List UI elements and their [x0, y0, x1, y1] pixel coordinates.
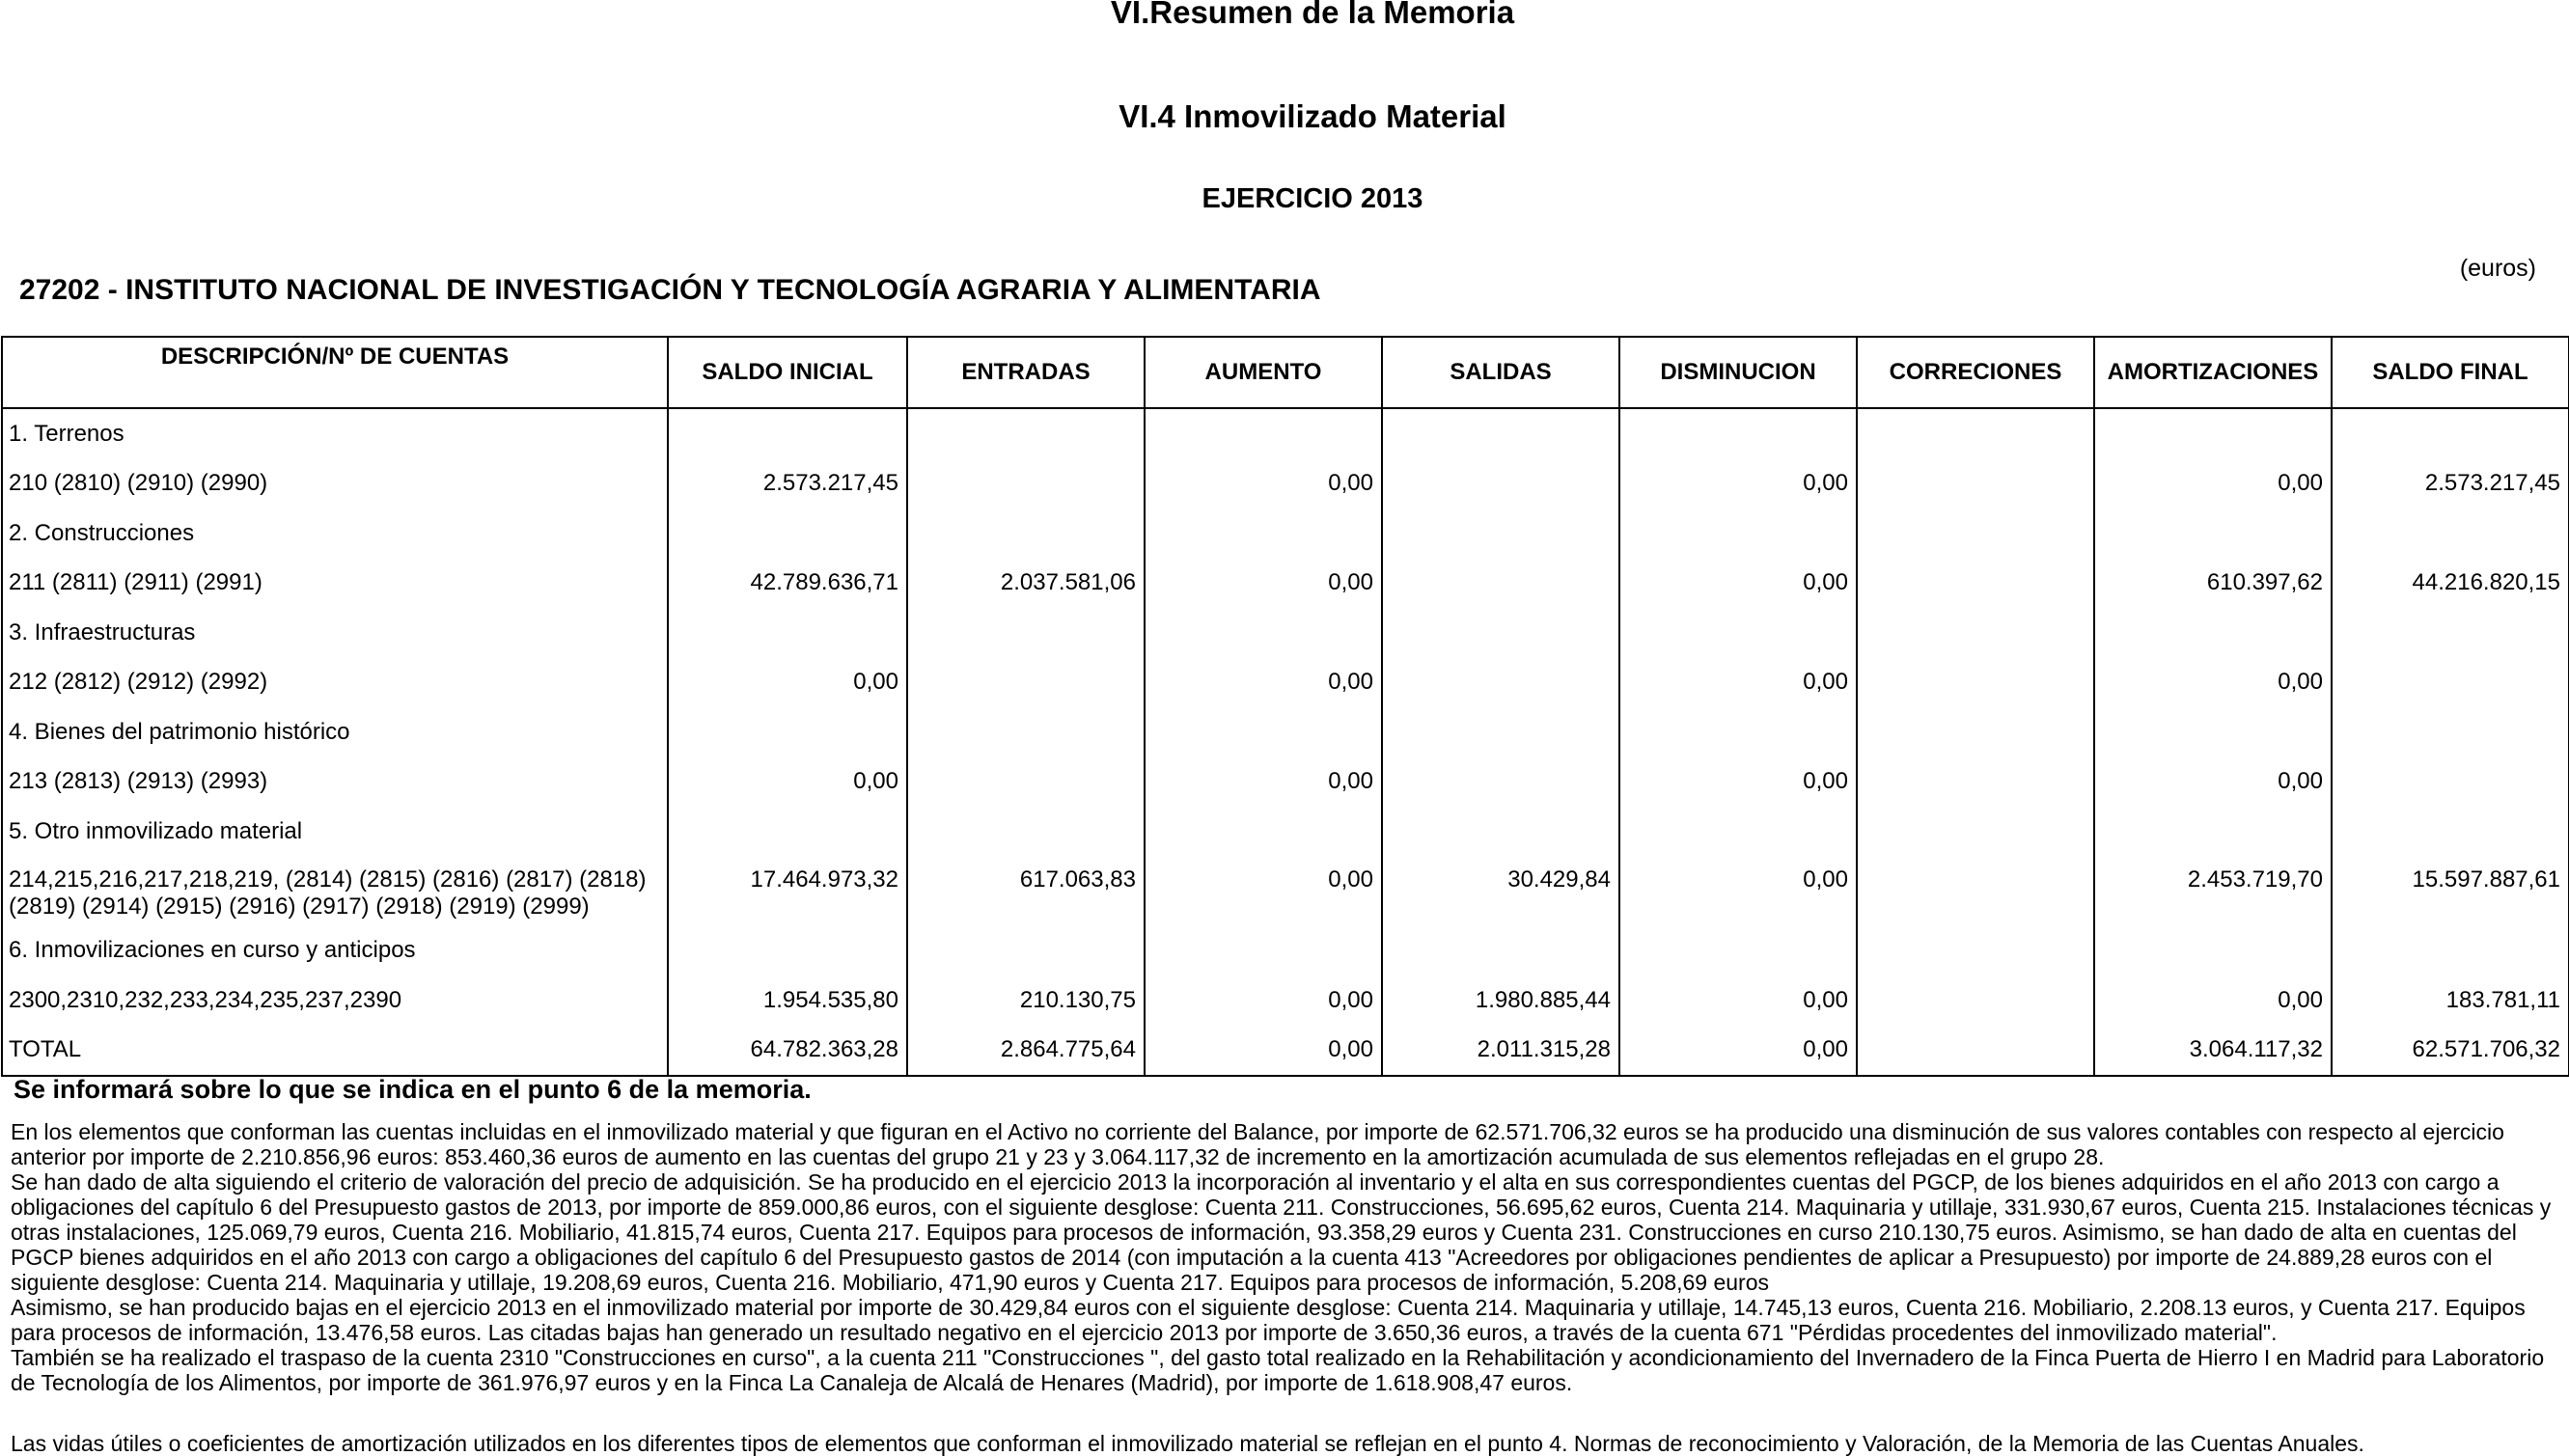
cell-value [1857, 807, 2094, 857]
cell-value [1857, 926, 2094, 976]
col-header-saldo-final: SALDO FINAL [2332, 337, 2569, 408]
cell-value: 210.130,75 [907, 975, 1145, 1026]
cell-value [1857, 757, 2094, 808]
cell-value: 2.011.315,28 [1382, 1026, 1619, 1077]
cell-value [668, 926, 907, 976]
cell-value: 3.064.117,32 [2094, 1026, 2332, 1077]
cell-value: 610.397,62 [2094, 559, 2332, 609]
cell-value [1382, 408, 1619, 459]
row-description: TOTAL [2, 1026, 668, 1077]
cell-value: 0,00 [2094, 757, 2332, 808]
cell-value [2332, 408, 2569, 459]
cell-value: 17.464.973,32 [668, 857, 907, 926]
entity-name: 27202 - INSTITUTO NACIONAL DE INVESTIGACIÓN Y TECNOLOGÍA AGRARIA Y ALIMENTARIA [19, 274, 1321, 306]
cell-value [668, 508, 907, 559]
note-paragraph: También se ha realizado el traspaso de la cuenta 2310 "Construcciones en curso", a la cuenta 211 "Construcciones ", del gasto total realizado en la Rehabilitación y acondicionamiento del Invernadero de la Finca Puerta de Hierro I en Madrid para Laboratorio de Tecnología de los Alimentos, por importe de 361.976,97 euros y en la Finca La Canaleja de Alcalá de Henares (Madrid), por importe de 1.618.908,47 euros. [11, 1345, 2545, 1395]
note-paragraph: Asimismo, se han producido bajas en el ejercicio 2013 en el inmovilizado material por importe de 30.429,84 euros con el siguiente desglose: Cuenta 214. Maquinaria y utillaje, 14.745,13 euros, Cuenta 216. Mobiliario, 2.208.13 euros, y Cuenta 217. Equipos para procesos de información, 13.476,58 euros. Las citadas bajas han generado un resultado negativo en el ejercicio 2013 por importe de 3.650,36 euros, a través de la cuenta 671 "Pérdidas procedentes del inmovilizado material". [11, 1295, 2526, 1345]
cell-value [2094, 508, 2332, 559]
row-description: 213 (2813) (2913) (2993) [2, 757, 668, 808]
row-description: 3. Infraestructuras [2, 608, 668, 658]
cell-value [1145, 926, 1382, 976]
col-header-disminucion: DISMINUCION [1619, 337, 1857, 408]
cell-value: 2.573.217,45 [2332, 459, 2569, 509]
section-title: VI.4 Inmovilizado Material [1119, 98, 1506, 134]
table-row [2, 559, 2569, 609]
row-description: 2300,2310,232,233,234,235,237,2390 [2, 975, 668, 1026]
cell-value [1382, 707, 1619, 757]
cell-value [2094, 608, 2332, 658]
col-header-salidas: SALIDAS [1382, 337, 1619, 408]
cell-value [668, 408, 907, 459]
table-header-row [2, 337, 2569, 408]
cell-value [1619, 508, 1857, 559]
cell-value: 0,00 [1145, 975, 1382, 1026]
cell-value: 0,00 [1619, 857, 1857, 926]
table-row [2, 807, 2569, 857]
note-paragraph: En los elementos que conforman las cuentas incluidas en el inmovilizado material y que figuran en el Activo no corriente del Balance, por importe de 62.571.706,32 euros se ha producido una disminución de sus valores contables con respecto al ejercicio anterior por importe de 2.210.856,96 euros: 853.460,36 euros de aumento en las cuentas del grupo 21 y 23 y 3.064.117,32 de incremento en la amortización acumulada de sus elementos reflejadas en el grupo 28. [11, 1119, 2504, 1169]
cell-value: 0,00 [1619, 1026, 1857, 1077]
cell-value [1857, 857, 2094, 926]
col-header-saldo-inicial: SALDO INICIAL [668, 337, 907, 408]
cell-value: 30.429,84 [1382, 857, 1619, 926]
cell-value: 42.789.636,71 [668, 559, 907, 609]
fixed-assets-table [1, 336, 2569, 1077]
table-row [2, 508, 2569, 559]
row-description: 5. Otro inmovilizado material [2, 807, 668, 857]
note-paragraph: Se han dado de alta siguiendo el criterio de valoración del precio de adquisición. Se ha producido en el ejercicio 2013 la incorporación al inventario y el alta en sus correspondientes cuentas del PGCP, de los bienes adquiridos en el año 2013 con cargo a obligaciones del capítulo 6 del Presupuesto gastos de 2013, por importe de 859.000,86 euros, con el siguiente desglose: Cuenta 211. Construcciones, 56.695,62 euros, Cuenta 214. Maquinaria y utillaje, 331.930,67 euros, Cuenta 215. Instalaciones técnicas y otras instalaciones, 125.069,79 euros, Cuenta 216. Mobiliario, 41.815,74 euros, Cuenta 217. Equipos para procesos de información, 93.358,29 euros y Cuenta 231. Construcciones en curso 210.130,75 euros. Asimismo, se han dado de alta en cuentas del PGCP bienes adquiridos en el año 2013 con cargo a obligaciones del capítulo 6 del Presupuesto gastos de 2014 (con imputación a la cuenta 413 "Acreedores por obligaciones pendientes de aplicar a Presupuesto) por importe de 24.889,28 euros con el siguiente desglose: Cuenta 214. Maquinaria y utillaje, 19.208,69 euros, Cuenta 216. Mobiliario, 471,90 euros y Cuenta 217. Equipos para procesos de información, 5.208,69 euros [11, 1169, 2552, 1295]
cell-value [1145, 608, 1382, 658]
col-header-entradas: ENTRADAS [907, 337, 1145, 408]
table-total-row [2, 1026, 2569, 1077]
cell-value: 0,00 [1619, 459, 1857, 509]
cell-value [2094, 807, 2332, 857]
cell-value: 1.954.535,80 [668, 975, 907, 1026]
row-description: 1. Terrenos [2, 408, 668, 459]
cell-value [668, 807, 907, 857]
cell-value [1145, 707, 1382, 757]
table-row [2, 608, 2569, 658]
cell-value [1619, 608, 1857, 658]
note-heading: Se informará sobre lo que se indica en el punto 6 de la memoria. [14, 1075, 812, 1104]
cell-value: 0,00 [1145, 658, 1382, 708]
cell-value [907, 707, 1145, 757]
cell-value [907, 807, 1145, 857]
cell-value [668, 707, 907, 757]
exercise-year: EJERCICIO 2013 [1202, 183, 1423, 214]
cell-value: 0,00 [1145, 757, 1382, 808]
cell-value [907, 757, 1145, 808]
table-row [2, 707, 2569, 757]
cell-value: 1.980.885,44 [1382, 975, 1619, 1026]
closing-note: Las vidas útiles o coeficientes de amortización utilizados en los diferentes tipos de elementos que conforman el inmovilizado material se reflejan en el punto 4. Normas de reconocimiento y Valoración, de la Memoria de las Cuentas Anuales. [11, 1431, 2364, 1456]
col-header-aumento: AUMENTO [1145, 337, 1382, 408]
row-description: 6. Inmovilizaciones en curso y anticipos [2, 926, 668, 976]
cell-value [1857, 707, 2094, 757]
cell-value: 183.781,11 [2332, 975, 2569, 1026]
cell-value [2332, 658, 2569, 708]
cell-value: 15.597.887,61 [2332, 857, 2569, 926]
cell-value [907, 459, 1145, 509]
cell-value: 2.864.775,64 [907, 1026, 1145, 1077]
cell-value [1145, 508, 1382, 559]
row-description: 214,215,216,217,218,219, (2814) (2815) (2816) (2817) (2818) (2819) (2914) (2915) (2916) (2917) (2918) (2919) (2999) [2, 857, 668, 926]
cell-value: 0,00 [1145, 459, 1382, 509]
table-row [2, 975, 2569, 1026]
cell-value [2332, 807, 2569, 857]
cell-value [2332, 508, 2569, 559]
table-row [2, 857, 2569, 926]
cell-value: 617.063,83 [907, 857, 1145, 926]
cell-value [1145, 408, 1382, 459]
row-description: 4. Bienes del patrimonio histórico [2, 707, 668, 757]
cell-value [1619, 807, 1857, 857]
cell-value: 2.037.581,06 [907, 559, 1145, 609]
cell-value [2094, 408, 2332, 459]
table-row [2, 658, 2569, 708]
cell-value [1857, 559, 2094, 609]
cell-value [1382, 608, 1619, 658]
cell-value [1382, 807, 1619, 857]
cell-value: 2.573.217,45 [668, 459, 907, 509]
row-description: 211 (2811) (2911) (2991) [2, 559, 668, 609]
cell-value: 2.453.719,70 [2094, 857, 2332, 926]
cell-value: 0,00 [1619, 757, 1857, 808]
table-row [2, 408, 2569, 459]
cell-value [1382, 658, 1619, 708]
report-title: VI.Resumen de la Memoria [1110, 0, 1515, 30]
cell-value [2332, 707, 2569, 757]
cell-value: 0,00 [668, 757, 907, 808]
cell-value: 0,00 [668, 658, 907, 708]
cell-value [1619, 926, 1857, 976]
cell-value: 44.216.820,15 [2332, 559, 2569, 609]
cell-value [1857, 408, 2094, 459]
cell-value [1619, 707, 1857, 757]
cell-value: 0,00 [1619, 975, 1857, 1026]
row-description: 210 (2810) (2910) (2990) [2, 459, 668, 509]
cell-value: 0,00 [1619, 658, 1857, 708]
cell-value [668, 608, 907, 658]
cell-value [1382, 926, 1619, 976]
row-description: 2. Construcciones [2, 508, 668, 559]
cell-value [1857, 975, 2094, 1026]
cell-value [2332, 757, 2569, 808]
cell-value [907, 608, 1145, 658]
cell-value: 0,00 [1619, 559, 1857, 609]
cell-value: 0,00 [1145, 559, 1382, 609]
cell-value: 62.571.706,32 [2332, 1026, 2569, 1077]
cell-value [1857, 658, 2094, 708]
cell-value [2332, 608, 2569, 658]
cell-value: 0,00 [2094, 459, 2332, 509]
cell-value [907, 658, 1145, 708]
cell-value [2094, 707, 2332, 757]
col-header-descripcion: DESCRIPCIÓN/Nº DE CUENTAS [2, 337, 668, 408]
table-row [2, 757, 2569, 808]
cell-value [907, 408, 1145, 459]
cell-value [1857, 508, 2094, 559]
cell-value [2332, 926, 2569, 976]
table-body [2, 408, 2569, 1076]
cell-value: 0,00 [1145, 1026, 1382, 1077]
cell-value [1619, 408, 1857, 459]
cell-value [1145, 807, 1382, 857]
cell-value [1857, 1026, 2094, 1077]
cell-value [1382, 559, 1619, 609]
cell-value: 0,00 [1145, 857, 1382, 926]
notes-block [11, 1119, 2563, 1395]
cell-value [907, 926, 1145, 976]
cell-value [1857, 608, 2094, 658]
cell-value [907, 508, 1145, 559]
cell-value [1382, 459, 1619, 509]
currency-units: (euros) [2459, 255, 2536, 282]
table-row [2, 459, 2569, 509]
col-header-amortizaciones: AMORTIZACIONES [2094, 337, 2332, 408]
cell-value [1382, 757, 1619, 808]
row-description: 212 (2812) (2912) (2992) [2, 658, 668, 708]
table-row [2, 926, 2569, 976]
cell-value: 0,00 [2094, 658, 2332, 708]
cell-value [2094, 926, 2332, 976]
col-header-correciones: CORRECIONES [1857, 337, 2094, 408]
cell-value [1857, 459, 2094, 509]
cell-value: 64.782.363,28 [668, 1026, 907, 1077]
cell-value: 0,00 [2094, 975, 2332, 1026]
cell-value [1382, 508, 1619, 559]
